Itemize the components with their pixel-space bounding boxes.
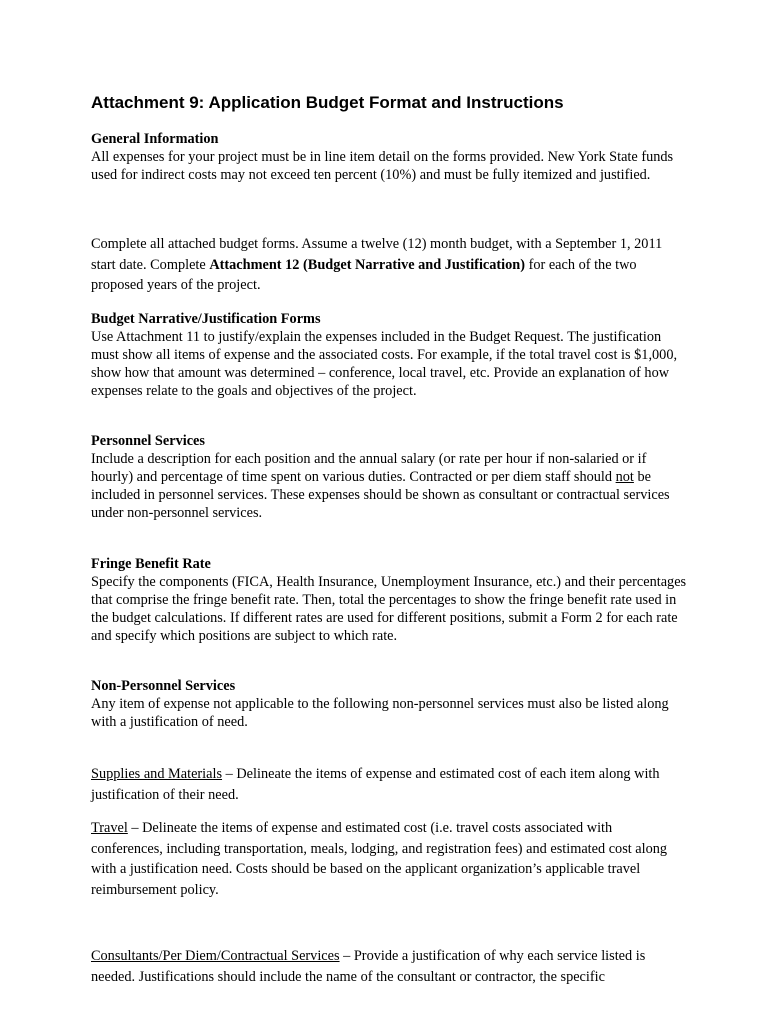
budget-narrative-section — [91, 310, 687, 400]
supplies-description: – Delineate the items of expense and estimated cost of each item along with justification of their need. — [91, 766, 660, 803]
supplies-label: Supplies and Materials — [91, 766, 223, 782]
budget-narrative-text: Use Attachment 11 to justify/explain the expenses included in the Budget Request. The justification must show all items of expense and the associated costs. For example, if the total travel cost is $1,000, show how that amount was determined – conference, local travel, etc. Provide an explanation of how expenses relate to the goals and objectives of the project. — [91, 329, 678, 399]
personnel-services-text — [91, 450, 687, 522]
general-information-heading: General Information — [91, 131, 219, 147]
travel-label: Travel — [91, 820, 128, 836]
complete-forms-text-after: for each of the two proposed years of the project. — [91, 256, 637, 293]
general-information-section — [91, 130, 687, 184]
travel-section — [91, 818, 687, 900]
complete-forms-text — [91, 234, 687, 296]
personnel-services-section — [91, 432, 687, 522]
attachment-12-reference: Attachment 12 (Budget Narrative and Justification) — [209, 256, 526, 273]
fringe-benefit-text: Specify the components (FICA, Health Insurance, Unemployment Insurance, etc.) and their percentages that comprise the fringe benefit rate. Then, total the percentages to show the fringe benefit rate used in the budget calculations. If different rates are used for different positions, submit a Form 2 for each rate and specify which positions are subject to which rate. — [91, 574, 687, 644]
non-personnel-text: Any item of expense not applicable to the following non-personnel services must also be listed along with a justification of need. — [91, 696, 669, 730]
complete-forms-section — [91, 234, 687, 296]
consultants-section — [91, 946, 687, 987]
consultants-description: – Provide a justification of why each service listed is needed. Justifications should include the name of the consultant or contractor, the specific — [91, 948, 646, 985]
non-personnel-heading: Non-Personnel Services — [91, 678, 236, 694]
document-title: Attachment 9: Application Budget Format and Instructions — [91, 93, 564, 112]
fringe-benefit-section — [91, 555, 687, 645]
travel-text — [91, 818, 687, 900]
complete-forms-text-before: Complete all attached budget forms. Assume a twelve (12) month budget, with a September 1, 2011 start date. Complete — [91, 236, 663, 273]
fringe-benefit-heading: Fringe Benefit Rate — [91, 556, 211, 572]
travel-description: – Delineate the items of expense and estimated cost (i.e. travel costs associated with conferences, including transportation, meals, lodging, and registration fees) and estimated cost along with a justification need. Costs should be based on the applicant organization’s applicable travel reimbursement policy. — [91, 820, 668, 898]
not-emphasis: not — [615, 469, 634, 485]
general-information-text: All expenses for your project must be in line item detail on the forms provided. New York State funds used for indirect costs may not exceed ten percent (10%) and must be fully itemized and justified. — [91, 149, 674, 183]
supplies-text — [91, 764, 687, 805]
personnel-services-heading: Personnel Services — [91, 433, 205, 449]
supplies-section — [91, 764, 687, 805]
personnel-text-before: Include a description for each position and the annual salary (or rate per hour if non-salaried or if hourly) and percentage of time spent on various duties. Contracted or per diem staff should — [91, 451, 647, 485]
personnel-text-after: be included in personnel services. These expenses should be shown as consultant or contractual services under non-personnel services. — [91, 469, 670, 521]
budget-narrative-heading: Budget Narrative/Justification Forms — [91, 311, 321, 327]
consultants-text — [91, 946, 687, 987]
consultants-label: Consultants/Per Diem/Contractual Services — [91, 948, 340, 964]
non-personnel-section — [91, 677, 687, 731]
